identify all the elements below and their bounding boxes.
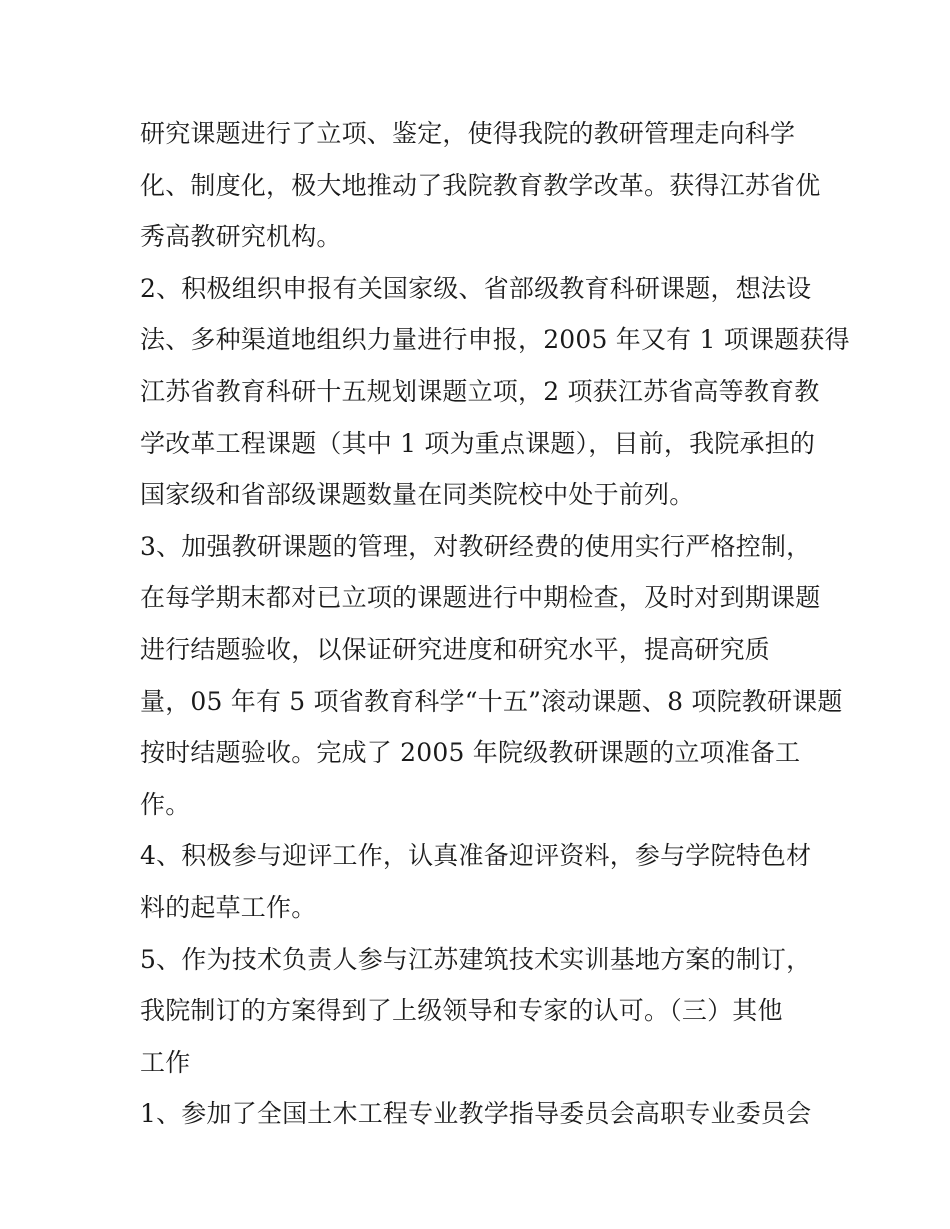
text-line: 化、制度化，极大地推动了我院教育教学改革。获得江苏省优	[140, 170, 821, 200]
text-line: 进行结题验收，以保证研究进度和研究水平，提高研究质	[140, 634, 771, 664]
document-body	[140, 108, 850, 1140]
text-line: 在每学期末都对已立项的课题进行中期检查，及时对到期课题	[140, 583, 821, 613]
text-line: 作。	[140, 789, 191, 819]
text-line: 料的起草工作。	[140, 892, 317, 922]
text-line: 1、参加了全国土木工程专业教学指导委员会高职专业委员会	[140, 1099, 812, 1129]
text-line: 我院制订的方案得到了上级领导和专家的认可。（三）其他	[140, 996, 783, 1026]
text-line: 3、加强教研课题的管理，对教研经费的使用实行严格控制，	[140, 531, 812, 561]
text-line: 法、多种渠道地组织力量进行申报，2005 年又有 1 项课题获得	[140, 325, 850, 355]
text-line: 按时结题验收。完成了 2005 年院级教研课题的立项准备工	[140, 738, 801, 768]
text-line: 5、作为技术负责人参与江苏建筑技术实训基地方案的制订，	[140, 944, 812, 974]
text-line: 工作	[140, 1047, 191, 1077]
text-line: 江苏省教育科研十五规划课题立项，2 项获江苏省高等教育教	[140, 376, 820, 406]
text-line: 学改革工程课题（其中 1 项为重点课题），目前，我院承担的	[140, 428, 816, 458]
text-line: 2、积极组织申报有关国家级、省部级教育科研课题，想法设	[140, 273, 812, 303]
text-line: 4、积极参与迎评工作，认真准备迎评资料，参与学院特色材	[140, 841, 812, 871]
text-line: 研究课题进行了立项、鉴定，使得我院的教研管理走向科学	[140, 119, 796, 148]
text-line: 国家级和省部级课题数量在同类院校中处于前列。	[140, 480, 695, 510]
text-line: 秀高教研究机构。	[140, 222, 342, 252]
text-line: 量，05 年有 5 项省教育科学“十五”滚动课题、8 项院教研课题	[140, 686, 843, 716]
